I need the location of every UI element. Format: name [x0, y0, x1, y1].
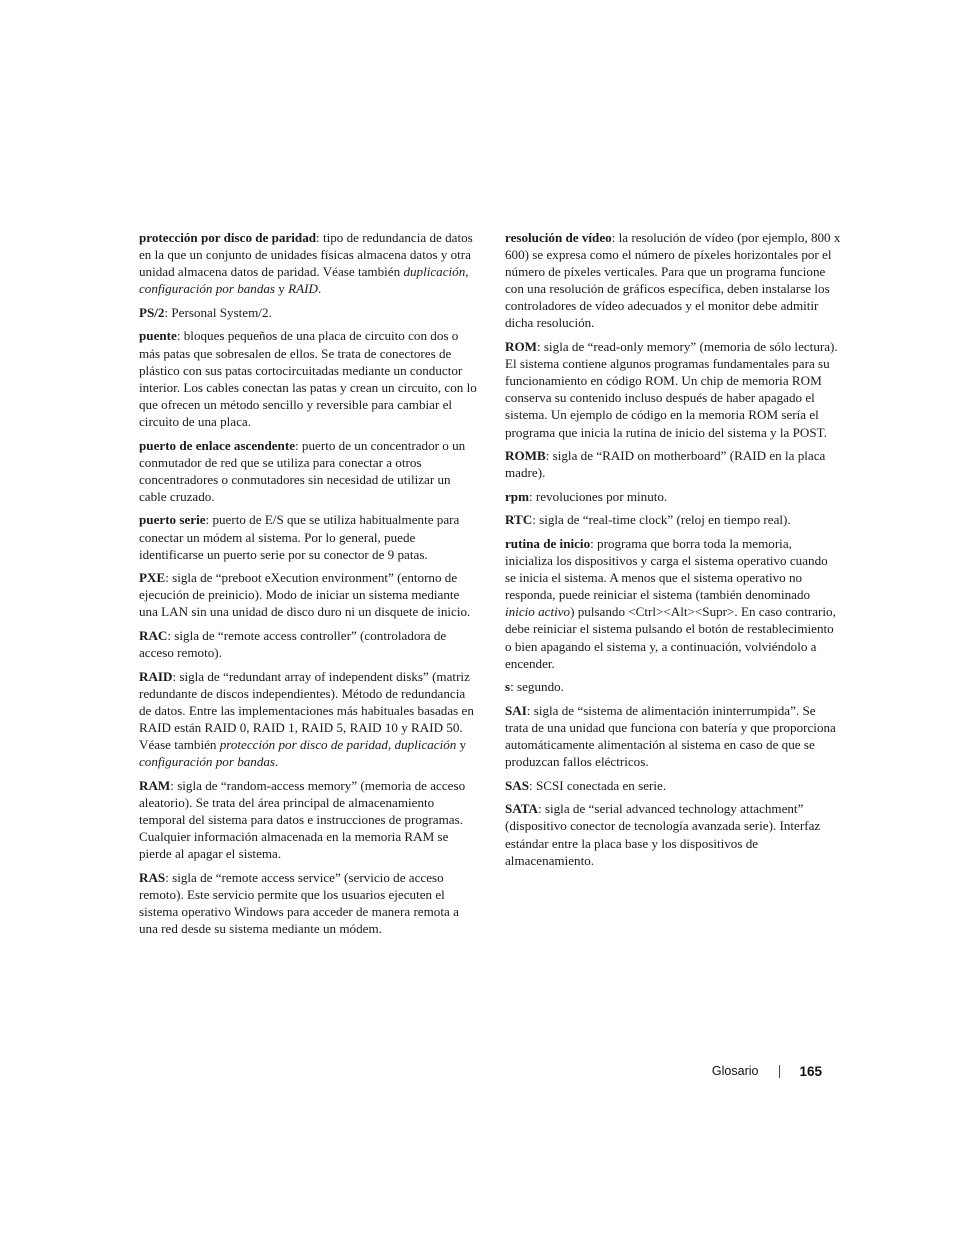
- glossary-right-column: [505, 229, 841, 875]
- definition-text: ,: [465, 264, 469, 280]
- definition-text: : sigla de “RAID on motherboard” (RAID en la placa madre).: [505, 448, 826, 481]
- glossary-entry: [139, 627, 479, 661]
- glossary-entry: [505, 447, 841, 481]
- glossary-term: PXE: [139, 570, 166, 586]
- glossary-entry: [139, 229, 479, 297]
- definition-text: : tipo de redundancia de datos en la que un conjunto de unidades físicas almacena datos y otra unidad almacena datos de paridad. Véase también: [139, 230, 473, 280]
- glossary-entry: [505, 229, 841, 332]
- definition-text: ) pulsando <Ctrl><Alt><Supr>. En caso contrario, debe reiniciar el sistema pulsando el botón de restablecimiento o bien apagando el sistema y, a continuación, volviéndolo a encender.: [505, 604, 836, 671]
- cross-reference: duplicación: [394, 737, 457, 753]
- definition-text: .: [275, 754, 279, 770]
- glossary-term: resolución de vídeo: [505, 230, 612, 245]
- glossary-term: rpm: [505, 488, 530, 504]
- glossary-term: SATA: [505, 801, 538, 817]
- definition-text: : sigla de “preboot eXecution environment” (entorno de ejecución de preinicio). Modo de iniciar un sistema mediante una LAN sin una unidad de disco duro ni un disquete de inicio.: [139, 570, 471, 620]
- glossary-term: puerto de enlace ascendente: [139, 437, 296, 453]
- glossary-entry: [139, 869, 479, 937]
- definition-text: y: [275, 281, 289, 297]
- glossary-term: SAS: [505, 777, 530, 793]
- glossary-entry: [505, 338, 841, 441]
- definition-text: : SCSI conectada en serie.: [529, 777, 667, 793]
- glossary-term: PS/2: [139, 304, 165, 320]
- glossary-term: RTC: [505, 512, 533, 528]
- glossary-entry: [505, 488, 841, 505]
- glossary-entry: [139, 304, 479, 321]
- page-footer: [712, 1061, 822, 1081]
- cross-reference: configuración por bandas: [139, 754, 276, 770]
- definition-text: : programa que borra toda la memoria, inicializa los dispositivos y carga el sistema operativo cuando se inicia el sistema. A menos que el sistema operativo no responda, puede reiniciar el sistema (también denominado: [505, 536, 828, 603]
- glossary-entry: [505, 702, 841, 770]
- glossary-term: ROMB: [505, 448, 546, 464]
- glossary-entry: [505, 777, 841, 794]
- definition-text: .: [317, 281, 322, 297]
- footer-separator: [779, 1065, 780, 1078]
- glossary-term: ROM: [505, 339, 537, 355]
- cross-reference: RAID: [288, 281, 318, 297]
- glossary-term: s: [505, 679, 511, 695]
- glossary-entry: [139, 668, 479, 771]
- glossary-term: SAI: [505, 702, 527, 718]
- page-number: 165: [799, 1063, 822, 1079]
- glossary-entry: [139, 437, 479, 505]
- definition-text: : sigla de “read-only memory” (memoria de sólo lectura). El sistema contiene algunos programas fundamentales para su funcionamiento en código ROM. Un chip de memoria ROM conserva su contenido incluso después de haber apagado el sistema. Un ejemplo de código en la memoria ROM sería el programa que inicia la rutina de inicio del sistema y la POST.: [505, 339, 838, 440]
- glossary-entry: [505, 800, 841, 868]
- definition-text: y: [456, 737, 467, 753]
- definition-text: : revoluciones por minuto.: [529, 488, 668, 504]
- glossary-entry: [139, 327, 479, 430]
- glossary-term: RAID: [139, 668, 173, 684]
- glossary-left-column: [139, 229, 479, 944]
- glossary-entry: [505, 535, 841, 672]
- definition-text: : sigla de “sistema de alimentación ininterrumpida”. Se trata de una unidad que funciona con batería y que proporciona automáticamente alimentación al sistema en caso de que se produzcan fallos eléctricos.: [505, 702, 836, 770]
- definition-text: : puerto de un concentrador o un conmutador de red que se utiliza para conectar a otros concentradores o conmutadores sin necesidad de utilizar un cable cruzado.: [139, 437, 466, 504]
- cross-reference: duplicación: [403, 264, 466, 280]
- definition-text: : sigla de “random-access memory” (memoria de acceso aleatorio). Se trata del área principal de almacenamiento temporal del sistema para datos e instrucciones de programas. Cualquier información almacenada en la memoria RAM se pierde al apagar el sistema.: [139, 777, 466, 862]
- glossary-term: RAS: [139, 869, 166, 885]
- glossary-entry: [505, 511, 841, 528]
- cross-reference: protección por disco de paridad: [219, 737, 388, 753]
- glossary-term: RAM: [139, 777, 171, 793]
- definition-text: : bloques pequeños de una placa de circuito con dos o más patas que sobresalen de ellos. Se trata de conectores de plástico con sus patas cortocircuitadas mediante un conductor interior. Los cables conectan las patas y crean un circuito, con lo que ofrecen un método sencillo y reversible para cambiar el circuito de una placa.: [139, 328, 477, 429]
- glossary-entry: [139, 777, 479, 862]
- definition-text: ,: [387, 737, 395, 753]
- definition-text: : sigla de “redundant array of independent disks” (matriz redundante de discos independientes). Método de redundancia de datos. Entre las implementaciones más habituales basadas en RAID están RAID 0, RAID 1, RAID 5, RAID 10 y RAID 50. Véase también: [139, 668, 474, 753]
- footer-section-label: Glosario: [711, 1064, 759, 1078]
- definition-text: : la resolución de vídeo (por ejemplo, 800 x 600) se expresa como el número de píxeles horizontales por el número de píxeles verticales. Para que un programa funcione con una resolución de gráficos específica, deben instalarse los controladores de vídeo adecuados y el monitor debe admitir dicha resolución.: [505, 230, 841, 331]
- glossary-term: puente: [139, 328, 177, 344]
- definition-text: : puerto de E/S que se utiliza habitualmente para conectar un módem al sistema. Por lo general, puede identificarse un puerto serie por su conector de 9 patas.: [139, 512, 460, 562]
- definition-text: : Personal System/2.: [164, 304, 272, 320]
- definition-text: : segundo.: [510, 679, 564, 695]
- definition-text: : sigla de “remote access service” (servicio de acceso remoto). Este servicio permite que los usuarios ejecuten el sistema operativo Windows para acceder de manera remota a una red desde su sistema mediante un módem.: [139, 869, 459, 936]
- cross-reference: configuración por bandas: [139, 281, 276, 297]
- definition-text: : sigla de “remote access controller” (controladora de acceso remoto).: [139, 627, 447, 661]
- glossary-entry: [139, 511, 479, 562]
- glossary-term: puerto serie: [139, 512, 206, 528]
- glossary-entry: [505, 678, 841, 695]
- cross-reference: inicio activo: [505, 604, 571, 620]
- definition-text: : sigla de “real-time clock” (reloj en tiempo real).: [532, 512, 791, 528]
- glossary-term: rutina de inicio: [505, 536, 591, 551]
- glossary-term: protección por disco de paridad: [139, 230, 317, 245]
- glossary-term: RAC: [139, 627, 168, 643]
- glossary-entry: [139, 569, 479, 620]
- definition-text: : sigla de “serial advanced technology attachment” (dispositivo conector de tecnología avanzada serie). Interfaz estándar entre la placa base y los dispositivos de almacenamiento.: [505, 801, 821, 868]
